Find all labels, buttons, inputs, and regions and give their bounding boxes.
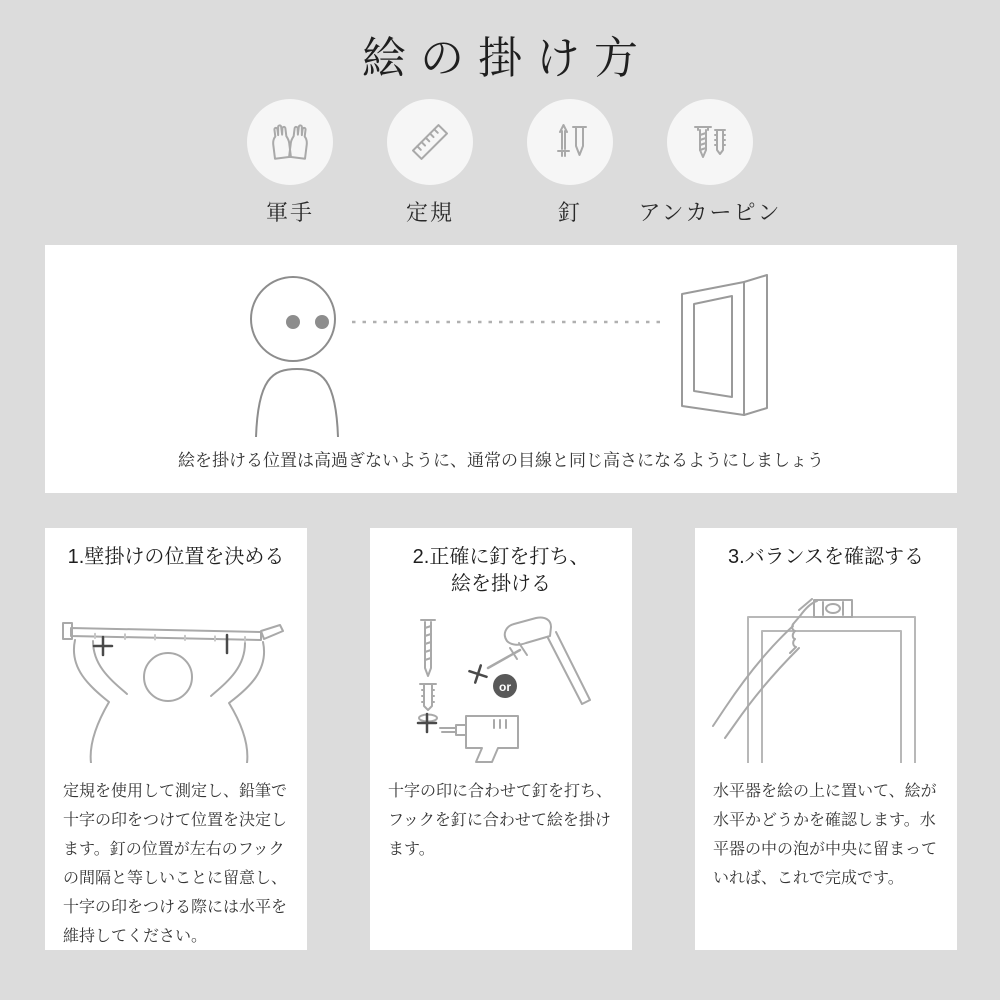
step-panel-2	[370, 528, 632, 950]
nails-icon	[548, 120, 592, 164]
tool-item-nails	[527, 99, 613, 227]
step-panel-1	[45, 528, 307, 950]
eye-level-caption: 絵を掛ける位置は高過ぎないように、通常の目線と同じ高さになるようにしましょう	[178, 451, 824, 470]
eye-level-panel	[45, 245, 957, 493]
anchor-pin-icon	[688, 120, 732, 164]
tool-circle	[247, 99, 333, 185]
step-title-line: 1.壁掛けの位置を決める	[67, 546, 285, 568]
step-body: 十字の印に合わせて釘を打ち、フックを釘に合わせて絵を掛けます。	[388, 783, 613, 858]
step-title	[695, 528, 957, 598]
step-title-line: 絵を掛ける	[451, 573, 551, 595]
ruler-icon	[408, 120, 452, 164]
tools-row	[0, 99, 1000, 227]
tool-label: アンカーピン	[638, 200, 782, 225]
step-title	[45, 528, 307, 598]
tool-label: 定規	[405, 200, 454, 225]
step-title-line: 3.バランスを確認する	[727, 546, 925, 568]
tool-item-ruler	[387, 99, 473, 227]
step-art-nail-icon	[370, 598, 632, 763]
gloves-icon	[267, 120, 313, 164]
tool-circle	[387, 99, 473, 185]
step-title-line: 2.正確に釘を打ち、	[412, 546, 590, 568]
step-art-measure-icon	[45, 598, 307, 763]
svg-text:or: or	[499, 680, 511, 694]
tool-circle	[527, 99, 613, 185]
tool-item-gloves	[247, 99, 333, 227]
tool-item-anchor-pin	[638, 99, 782, 227]
step-title	[370, 528, 632, 598]
viewer-figure-icon	[251, 277, 338, 437]
tool-circle	[667, 99, 753, 185]
picture-frame-icon	[682, 275, 767, 415]
step-panel-3	[695, 528, 957, 950]
step-body: 水平器を絵の上に置いて、絵が水平かどうかを確認します。水平器の中の泡が中央に留まっていれば、これで完成です。	[713, 783, 938, 887]
tool-label: 軍手	[265, 200, 314, 225]
step-art-level-icon	[695, 598, 957, 763]
tool-label: 釘	[557, 200, 582, 225]
page-title: 絵の掛け方	[362, 34, 652, 83]
step-body: 定規を使用して測定し、鉛筆で十字の印をつけて位置を決定します。釘の位置が左右のフックの間隔と等しいことに留意し、十字の印をつける際には水平を維持してください。	[63, 783, 288, 945]
cross-mark	[467, 663, 490, 686]
or-badge	[493, 674, 517, 698]
cross-mark	[94, 637, 112, 655]
